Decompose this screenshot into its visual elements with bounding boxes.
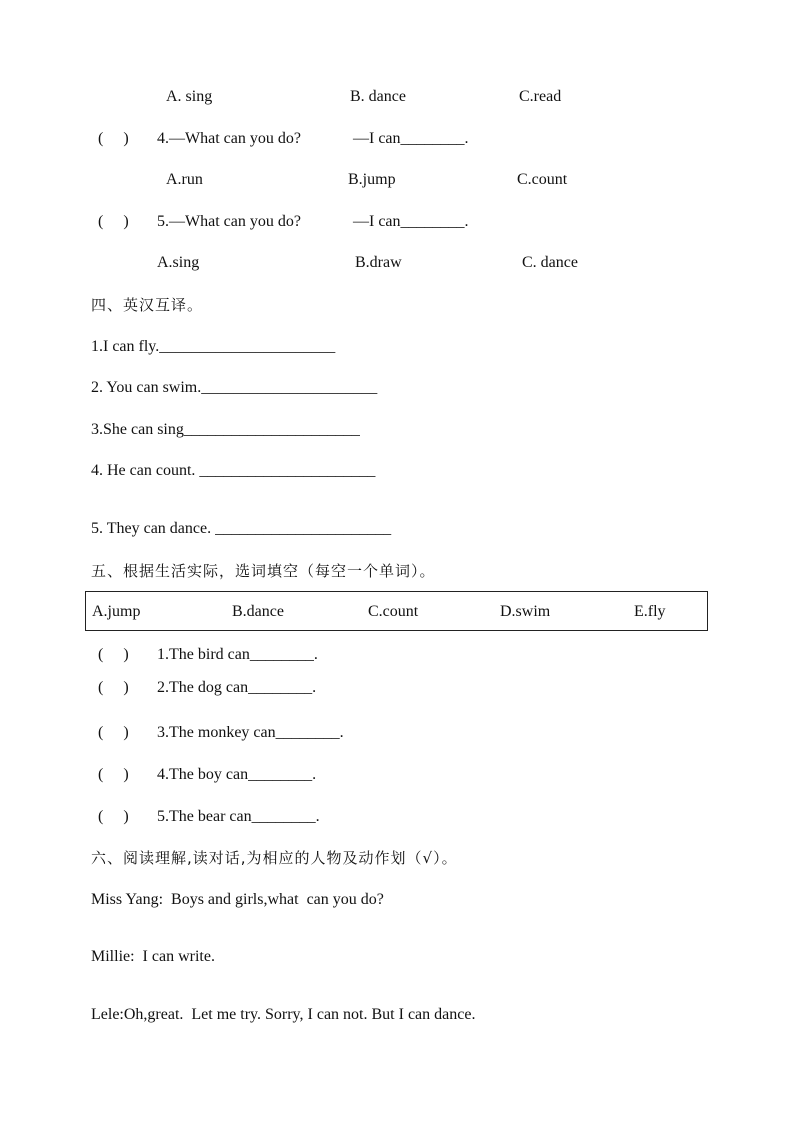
q3-option-c: C.read bbox=[519, 88, 562, 105]
part5-item-4: 4.The boy can________. bbox=[157, 766, 317, 783]
q4-question: 4.—What can you do? bbox=[157, 130, 301, 147]
dialogue-line-miss-yang: Miss Yang: Boys and girls,what can you do? bbox=[91, 891, 384, 908]
dialogue-line-millie: Millie: I can write. bbox=[91, 948, 215, 965]
q4-option-c: C.count bbox=[517, 171, 568, 188]
q5-answer-paren[interactable]: ( ) bbox=[98, 213, 129, 230]
word-bank-option-d: D.swim bbox=[500, 603, 551, 620]
word-bank-option-e: E.fly bbox=[634, 603, 666, 620]
q4-option-b: B.jump bbox=[348, 171, 396, 188]
part5-item-5-paren[interactable]: ( ) bbox=[98, 808, 129, 825]
q5-question: 5.—What can you do? bbox=[157, 213, 301, 230]
part5-item-2-paren[interactable]: ( ) bbox=[98, 679, 129, 696]
word-bank-option-a: A.jump bbox=[92, 603, 141, 620]
part5-heading: 五、根据生活实际，选词填空（每空一个单词）。 bbox=[91, 562, 436, 580]
part4-item-2: 2. You can swim.______________________ bbox=[91, 379, 378, 396]
part5-item-1-paren[interactable]: ( ) bbox=[98, 646, 129, 663]
part4-item-1: 1.I can fly.______________________ bbox=[91, 338, 336, 355]
part5-item-1: 1.The bird can________. bbox=[157, 646, 318, 663]
q3-option-a: A. sing bbox=[166, 88, 213, 105]
part4-item-5: 5. They can dance. ______________________ bbox=[91, 520, 392, 537]
part5-item-2: 2.The dog can________. bbox=[157, 679, 317, 696]
part5-item-3: 3.The monkey can________. bbox=[157, 724, 344, 741]
q4-answer-paren[interactable]: ( ) bbox=[98, 130, 129, 147]
dialogue-line-lele: Lele:Oh,great. Let me try. Sorry, I can not. But I can dance. bbox=[91, 1006, 476, 1023]
q4-option-a: A.run bbox=[166, 171, 203, 188]
q4-answer: —I can________. bbox=[353, 130, 469, 147]
q3-option-b: B. dance bbox=[350, 88, 406, 105]
part6-heading: 六、阅读理解,读对话,为相应的人物及动作划（√）。 bbox=[91, 849, 458, 867]
part4-heading: 四、英汉互译。 bbox=[91, 296, 204, 314]
word-bank-option-b: B.dance bbox=[232, 603, 284, 620]
q5-answer: —I can________. bbox=[353, 213, 469, 230]
q5-option-c: C. dance bbox=[522, 254, 578, 271]
part5-item-5: 5.The bear can________. bbox=[157, 808, 320, 825]
part4-item-3: 3.She can sing______________________ bbox=[91, 421, 360, 438]
word-bank-option-c: C.count bbox=[368, 603, 419, 620]
q5-option-a: A.sing bbox=[157, 254, 200, 271]
part5-item-4-paren[interactable]: ( ) bbox=[98, 766, 129, 783]
part5-item-3-paren[interactable]: ( ) bbox=[98, 724, 129, 741]
q5-option-b: B.draw bbox=[355, 254, 402, 271]
part4-item-4: 4. He can count. ______________________ bbox=[91, 462, 376, 479]
